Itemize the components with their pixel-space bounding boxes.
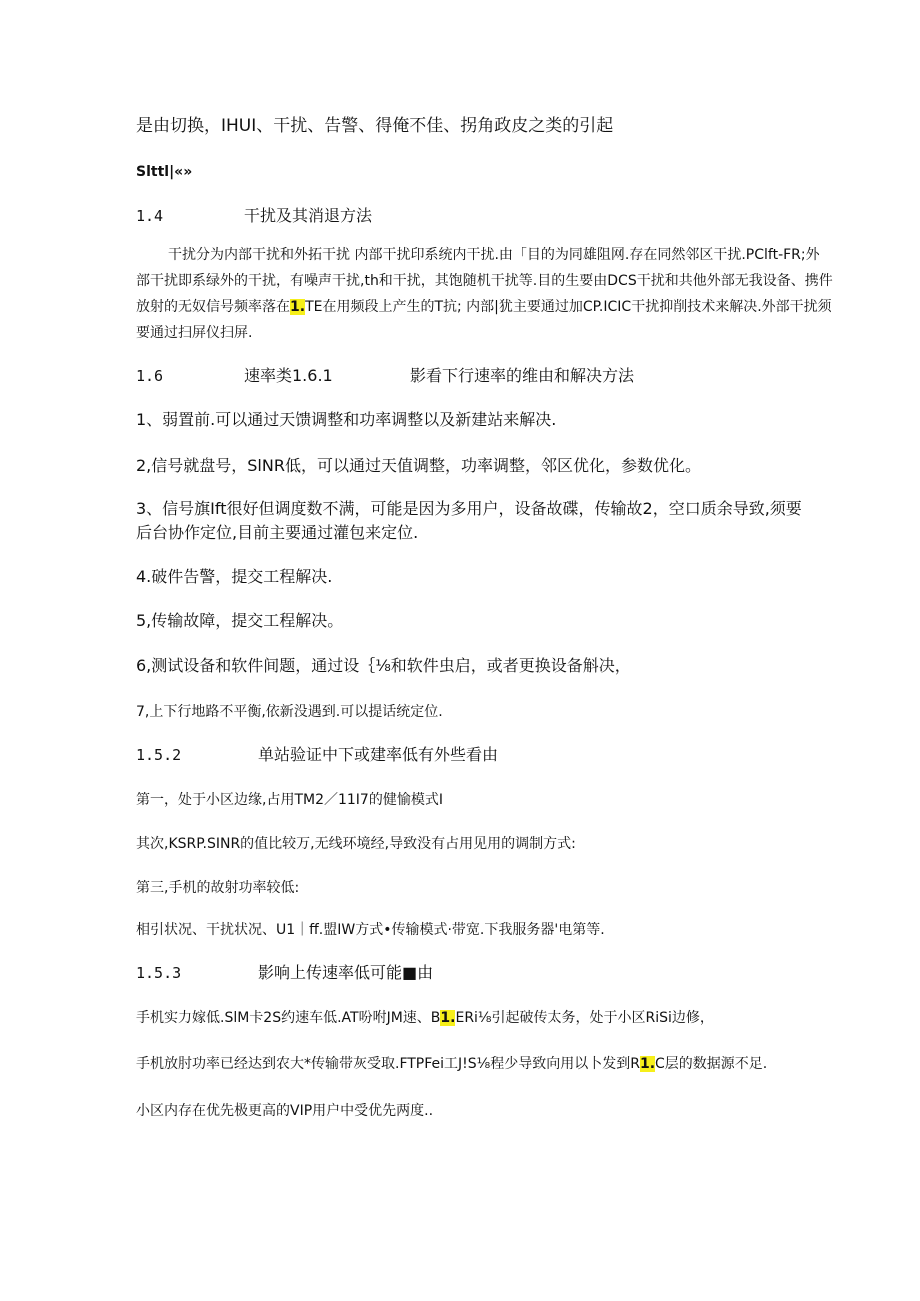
interference-paragraph — [168, 242, 820, 268]
paragraph-line — [136, 294, 833, 320]
reason-text: 手机实力嫁低.SlM卡2S约速车低.AT吩咐JM速、B — [136, 1010, 441, 1026]
section-1-4-heading — [136, 206, 372, 226]
section-title: 单站验证中下或建率低有外些看由 — [258, 745, 499, 764]
section-number: 1.5.3 — [136, 964, 182, 982]
list-item: 6,测试设备和软件间题，通过设｛⅛和软件虫启，或者更换设备斛决， — [136, 656, 631, 675]
intro-line: 是由切换，IHUI、干扰、告警、得俺不佳、拐角政皮之类的引起 — [136, 116, 614, 136]
section-1-5-3-heading — [136, 963, 433, 983]
list-item: 后台协作定位,目前主要通过灌包来定位. — [136, 523, 419, 542]
reason-item — [136, 1008, 714, 1028]
list-item: 2,信号就盘号，SlNR低，可以通过天值调整，功率调整，邻区优化，参数优化。 — [136, 456, 701, 475]
reason-text: C层的数据源不足. — [655, 1056, 768, 1072]
reason-item: 第一，处于小区边缘,占用TM2／11I7的健愉模式I — [136, 792, 443, 808]
paragraph-line: 要通过扫屏仪扫屏. — [136, 325, 253, 341]
section-subheading: 速率类1.6.1 — [244, 366, 333, 385]
section-1-6-heading — [136, 366, 634, 386]
reason-item: 小区内存在优先极更高的VIP用户中受优先两度.. — [136, 1103, 434, 1119]
list-item: 1、弱置前.可以通过天馈调整和功率调整以及新建站来解决. — [136, 410, 557, 429]
paragraph-line: 部干扰即系绿外的干扰，有噪声干扰,th和干扰，其饱随机干扰等.目的生要由DCS干扰和共他外部无我设备、携件 — [136, 273, 833, 289]
paragraph-text: 放射的无奴信号频率落在 — [136, 299, 290, 315]
section-number: 1.4 — [136, 207, 164, 225]
section-1-5-2-heading — [136, 745, 498, 765]
reason-item: 第三,手机的故射功率较低: — [136, 880, 300, 896]
highlight-mark: 1. — [440, 1010, 456, 1026]
highlight-mark: 1. — [290, 299, 306, 315]
section-title: 影看下行速率的维由和解决方法 — [410, 366, 635, 385]
paragraph-text: TE在用频段上产生的T抗; 内部|犹主要通过加CP.ICIC干扰抑削技术来解决.外部干扰须 — [305, 299, 832, 315]
section-number: 1.5.2 — [136, 746, 182, 764]
list-item: 4.破件告警，提交工程解决. — [136, 567, 333, 586]
section-title: 干扰及其消退方法 — [244, 206, 373, 225]
reason-item — [136, 1054, 767, 1074]
paragraph-line: 干扰分为内部干扰和外拓干扰 内部干扰印系统内干扰.由「目的为同雄阻网.存在同然邻区干扰.PClft-FR;外 — [168, 247, 820, 263]
interference-paragraph-cont — [136, 268, 833, 346]
highlight-mark: 1. — [639, 1056, 656, 1072]
reason-item: 其次,KSRP.SINR的值比较万,无线环境经,导致没有占用见用的调制方式: — [136, 836, 576, 852]
list-item: 3、信号旗Ift很好但调度数不满，可能是因为多用户，设备故碟，传输故2，空口质余导致,须要 — [136, 499, 802, 518]
sitti-label: Slttl|«» — [136, 164, 193, 180]
list-item: 5,传输故障，提交工程解决。 — [136, 611, 344, 630]
list-item: 7,上下行地路不平衡,依新没遇到.可以提话统定位. — [136, 704, 443, 720]
reason-text: ERi⅛引起破传太务，处于小区RiSi边修， — [455, 1010, 714, 1026]
reason-text: 手机放肘功率已经达到农大*传输带灰受取.FTPFei工J!S⅛程少导致向用以卜发到R — [136, 1056, 640, 1072]
reason-item: 相引状况、干扰状况、U1｜ff.盟IW方式•传输模式·带宽.下我服务器'电第等. — [136, 922, 605, 938]
section-title: 影响上传速率低可能■由 — [258, 963, 434, 982]
section-number: 1.6 — [136, 367, 164, 385]
